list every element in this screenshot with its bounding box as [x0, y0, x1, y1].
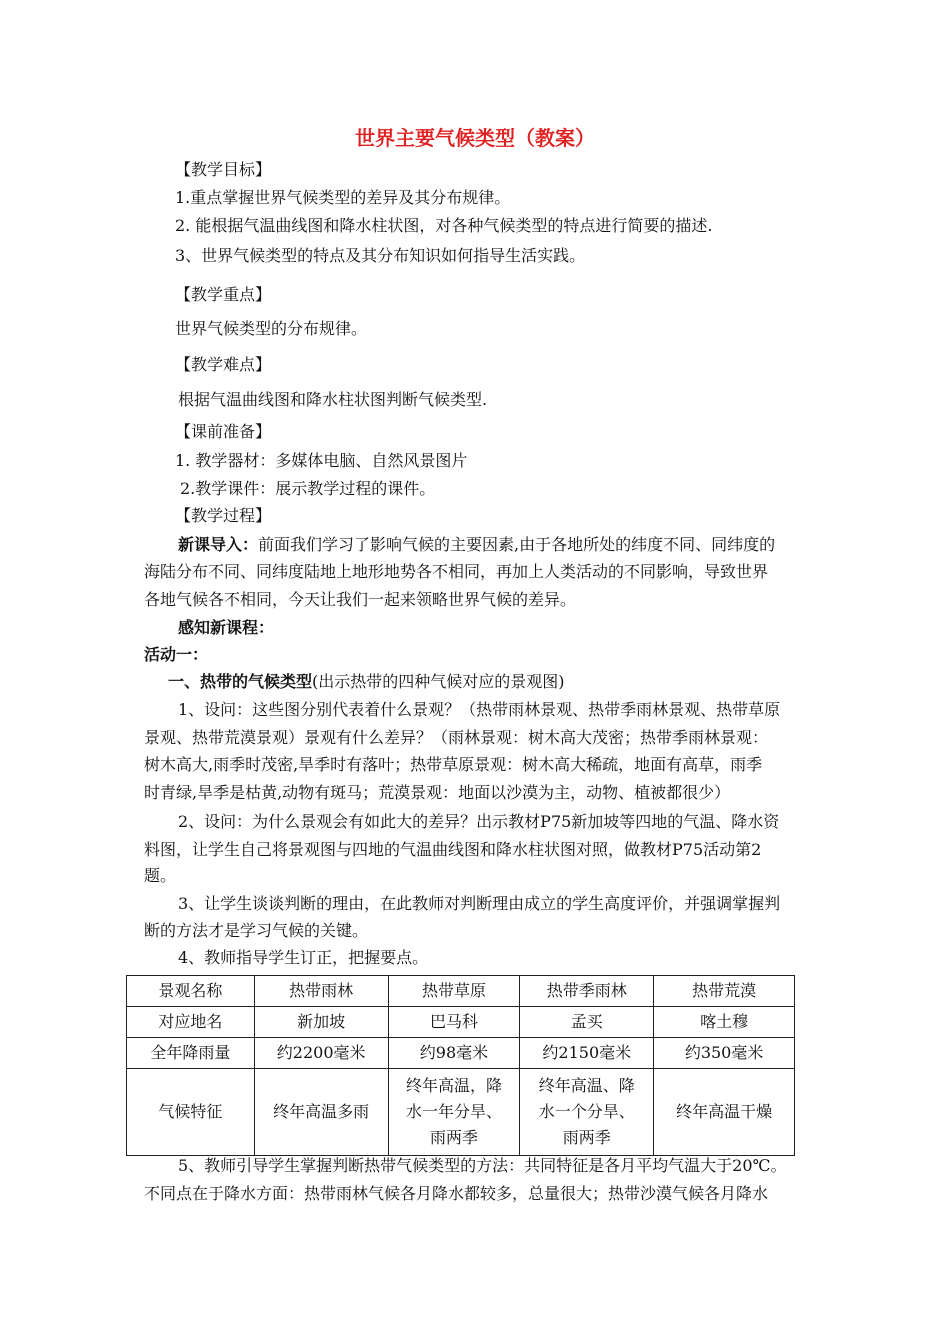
- focus-text: 世界气候类型的分布规律。: [175, 319, 368, 338]
- paragraph-line: 断的方法才是学习气候的关键。: [144, 921, 369, 940]
- table-cell: 气候特征: [127, 1069, 255, 1156]
- paragraph-line: 5、教师引导学生掌握判断热带气候类型的方法：共同特征是各月平均气温大于20℃。: [178, 1156, 787, 1175]
- table-header-cell: 热带草原: [388, 976, 520, 1007]
- cell-line: 水一年分旱、: [405, 1102, 502, 1121]
- objective-item: 3、世界气候类型的特点及其分布知识如何指导生活实践。: [175, 246, 586, 265]
- paragraph-line: 树木高大,雨季时茂密,旱季时有落叶；热带草原景观：树木高大稀疏，地面有高草，雨季: [144, 755, 763, 774]
- section-title: 一、热带的气候类型: [168, 672, 313, 691]
- table-cell: 巴马科: [388, 1007, 520, 1038]
- paragraph-line: 2、设问：为什么景观会有如此大的差异？出示教材P75新加坡等四地的气温、降水资: [178, 812, 780, 831]
- cell-line: 终年高温、降: [538, 1076, 635, 1095]
- paragraph-line: 题。: [144, 866, 177, 885]
- paragraph-line: 1、设问：这些图分别代表着什么景观？（热带雨林景观、热带季雨林景观、热带草原: [178, 700, 781, 719]
- prep-item: 2.教学课件：展示教学过程的课件。: [180, 479, 436, 498]
- intro-text: 前面我们学习了影响气候的主要因素,由于各地所处的纬度不同、同纬度的: [258, 535, 776, 554]
- cell-line: 终年高温，降: [405, 1076, 502, 1095]
- cell-line: 雨两季: [562, 1128, 611, 1147]
- table-cell: [520, 1069, 654, 1156]
- table-cell: 约350毫米: [654, 1038, 795, 1069]
- paragraph-line: 时青绿,旱季是枯黄,动物有斑马；荒漠景观：地面以沙漠为主，动物、植被都很少）: [144, 783, 731, 802]
- table-cell: 终年高温干燥: [654, 1069, 795, 1156]
- cell-line: 水一个分旱、: [538, 1102, 635, 1121]
- table-cell: 孟买: [520, 1007, 654, 1038]
- table-cell: 约98毫米: [388, 1038, 520, 1069]
- table-cell: [388, 1069, 520, 1156]
- process-heading: 【教学过程】: [175, 506, 272, 525]
- table-header-cell: 热带雨林: [254, 976, 388, 1007]
- table-cell: 新加坡: [254, 1007, 388, 1038]
- document-title: 世界主要气候类型（教案）: [355, 126, 595, 150]
- activity-heading: 活动一：: [144, 645, 209, 664]
- section-note: (出示热带的四种气候对应的景观图): [312, 672, 565, 691]
- paragraph-line: 景观、热带荒漠景观）景观有什么差异？（雨林景观：树木高大茂密；热带季雨林景观：: [144, 728, 769, 747]
- table-cell: 约2200毫米: [254, 1038, 388, 1069]
- paragraph-line: 4、教师指导学生订正，把握要点。: [178, 948, 429, 967]
- difficulty-text: 根据气温曲线图和降水柱状图判断气候类型.: [178, 390, 488, 409]
- table-row: [127, 976, 795, 1007]
- table-cell: 约2150毫米: [520, 1038, 654, 1069]
- paragraph-line: 3、让学生谈谈判断的理由，在此教师对判断理由成立的学生高度评价，并强调掌握判: [178, 894, 781, 913]
- climate-table: [126, 975, 795, 1156]
- table-cell: 全年降雨量: [127, 1038, 255, 1069]
- intro-line: 海陆分布不同、同纬度陆地上地形地势各不相同，再加上人类活动的不同影响，导致世界: [144, 562, 769, 581]
- table-cell: 喀土穆: [654, 1007, 795, 1038]
- objective-item: 1.重点掌握世界气候类型的差异及其分布规律。: [175, 188, 511, 207]
- table-cell: 终年高温多雨: [254, 1069, 388, 1156]
- paragraph-line: 不同点在于降水方面：热带雨林气候各月降水都较多，总量很大；热带沙漠气候各月降水: [144, 1184, 769, 1203]
- prep-item: 1. 教学器材：多媒体电脑、自然风景图片: [175, 451, 468, 470]
- table-row: [127, 1069, 795, 1156]
- section-heading: [168, 672, 565, 692]
- cell-line: 雨两季: [429, 1128, 478, 1147]
- intro-line: [178, 535, 775, 555]
- intro-label: 新课导入：: [178, 535, 259, 554]
- table-header-cell: 景观名称: [127, 976, 255, 1007]
- table-header-cell: 热带荒漠: [654, 976, 795, 1007]
- table-cell: 对应地名: [127, 1007, 255, 1038]
- difficulty-heading: 【教学难点】: [175, 355, 272, 374]
- table-row: [127, 1007, 795, 1038]
- perceive-heading: 感知新课程：: [178, 618, 275, 637]
- focus-heading: 【教学重点】: [175, 285, 272, 304]
- paragraph-line: 料图，让学生自己将景观图与四地的气温曲线图和降水柱状图对照，做教材P75活动第2: [144, 840, 762, 859]
- objective-item: 2. 能根据气温曲线图和降水柱状图，对各种气候类型的特点进行简要的描述.: [175, 216, 713, 235]
- table-row: [127, 1038, 795, 1069]
- intro-line: 各地气候各不相同，今天让我们一起来领略世界气候的差异。: [144, 590, 577, 609]
- prep-heading: 【课前准备】: [175, 422, 272, 441]
- table-header-cell: 热带季雨林: [520, 976, 654, 1007]
- objectives-heading: 【教学目标】: [175, 160, 272, 179]
